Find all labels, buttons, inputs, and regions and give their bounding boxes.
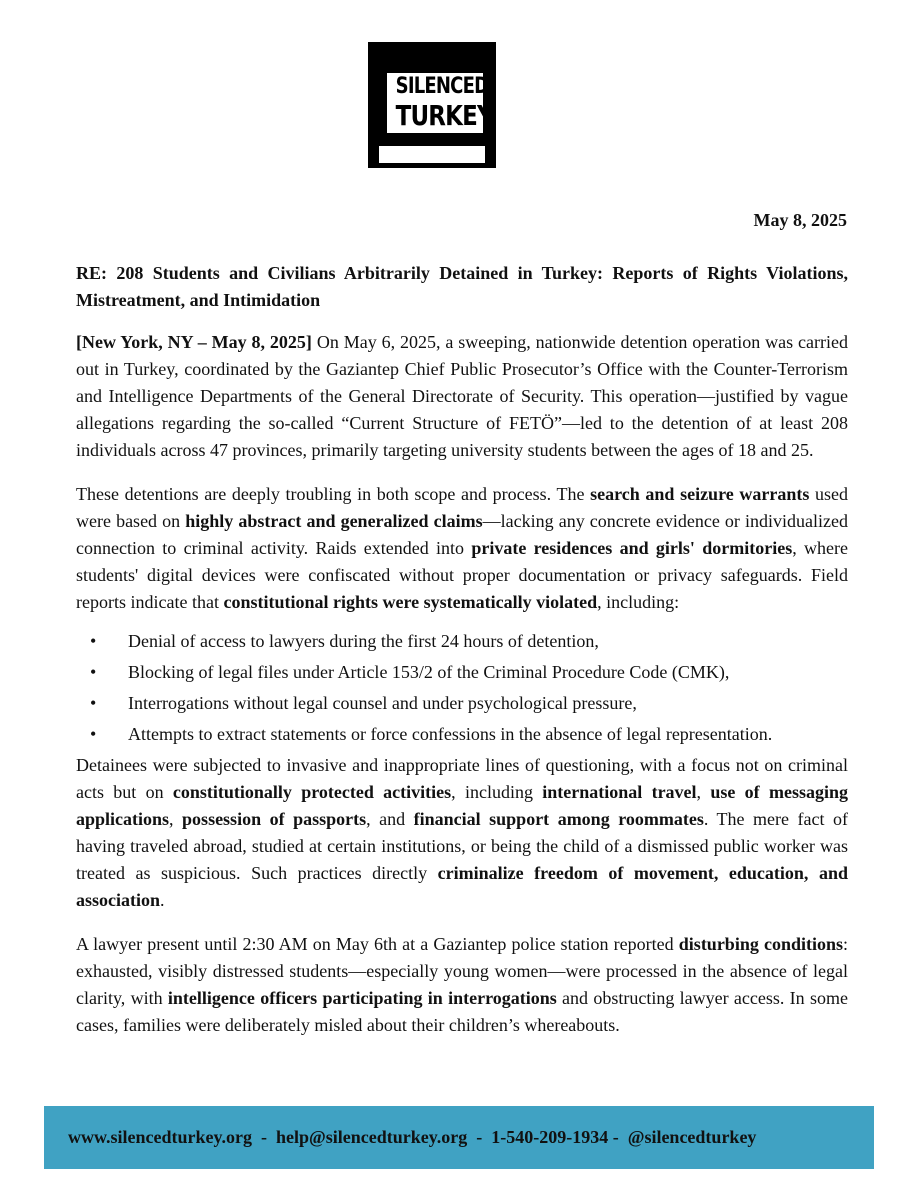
p3-text-4: , bbox=[169, 809, 183, 829]
paragraph-1-text: On May 6, 2025, a sweeping, nationwide detention operation was carried out in Turkey, coordinated by the Gaziantep Chief Public Prosecutor’s Office with the Counter-Terrorism and Intelligence Departments of the General Directorate of Security. This operation—justified by vague allegations regarding the so-called “Current Structure of FETÖ”—led to the detention of at least 208 individuals across 47 provinces, primarily targeting university students between the ages of 18 and 25. bbox=[76, 332, 848, 460]
p3-bold-4: possession of passports bbox=[182, 809, 367, 829]
paragraph-3 bbox=[76, 752, 848, 914]
logo-line-1: SILENCED bbox=[395, 74, 489, 99]
document-body bbox=[76, 260, 848, 1039]
list-item: • Attempts to extract statements or force confessions in the absence of legal representation. bbox=[76, 719, 848, 750]
p2-text-5: , including: bbox=[597, 592, 680, 612]
p3-bold-5: financial support among roommates bbox=[413, 809, 704, 829]
p2-text-3: —lacking any concrete evidence or individualized connection to criminal activity. Raids extended into bbox=[76, 511, 848, 558]
dateline: [New York, NY – May 8, 2025] bbox=[76, 332, 312, 352]
p3-text-5: , and bbox=[366, 809, 414, 829]
logo-wordmark bbox=[387, 73, 493, 133]
p4-text-2: : exhausted, visibly distressed students—especially young women—were processed in the absence of legal clarity, with bbox=[76, 934, 848, 1008]
p4-text-3: and obstructing lawyer access. In some cases, families were deliberately misled about their children’s whereabouts. bbox=[76, 988, 848, 1035]
contact-footer bbox=[44, 1106, 874, 1169]
p3-text-7: . bbox=[160, 890, 165, 910]
p2-bold-2: highly abstract and generalized claims bbox=[185, 511, 483, 531]
p3-text-3: , bbox=[696, 782, 711, 802]
logo-line-2: TURKEY bbox=[395, 99, 493, 132]
p2-bold-3: private residences and girls' dormitories bbox=[471, 538, 793, 558]
p4-bold-1: disturbing conditions bbox=[678, 934, 843, 954]
paragraph-2 bbox=[76, 481, 848, 616]
p2-text-1: These detentions are deeply troubling in both scope and process. The bbox=[76, 484, 591, 504]
p3-text-2: , including bbox=[451, 782, 543, 802]
silenced-turkey-logo bbox=[368, 42, 496, 168]
p3-bold-3: use of messaging applications bbox=[76, 782, 848, 829]
subject-line: RE: 208 Students and Civilians Arbitrarily Detained in Turkey: Reports of Rights Violations, Mistreatment, and Intimidation bbox=[76, 263, 848, 310]
logo-frame bbox=[379, 53, 493, 163]
p3-bold-2: international travel bbox=[542, 782, 697, 802]
paragraph-4 bbox=[76, 931, 848, 1039]
footer-contact-info: www.silencedturkey.org - help@silencedturkey.org - 1-540-209-1934 - @silencedturkey bbox=[68, 1127, 757, 1147]
p2-bold-1: search and seizure warrants bbox=[590, 484, 810, 504]
p3-bold-6: criminalize freedom of movement, education, and association bbox=[76, 863, 848, 910]
list-item: • Denial of access to lawyers during the first 24 hours of detention, bbox=[76, 626, 848, 657]
p3-text-1: Detainees were subjected to invasive and inappropriate lines of questioning, with a focus not on criminal acts but on bbox=[76, 755, 848, 802]
violations-list bbox=[76, 626, 848, 750]
p4-bold-2: intelligence officers participating in interrogations bbox=[167, 988, 557, 1008]
document-date: May 8, 2025 bbox=[753, 210, 847, 230]
list-item: • Blocking of legal files under Article 153/2 of the Criminal Procedure Code (CMK), bbox=[76, 657, 848, 688]
p4-text-1: A lawyer present until 2:30 AM on May 6th at a Gaziantep police station reported bbox=[76, 934, 679, 954]
p2-bold-4: constitutional rights were systematically violated bbox=[223, 592, 598, 612]
list-item: • Interrogations without legal counsel and under psychological pressure, bbox=[76, 688, 848, 719]
p2-text-4: , where students' digital devices were confiscated without proper documentation or privacy safeguards. Field reports indicate that bbox=[76, 538, 848, 612]
p3-text-6: . The mere fact of having traveled abroad, studied at certain institutions, or being the child of a dismissed public worker was treated as suspicious. Such practices directly bbox=[76, 809, 849, 883]
p2-text-2: used were based on bbox=[76, 484, 848, 531]
paragraph-1 bbox=[76, 329, 848, 464]
p3-bold-1: constitutionally protected activities bbox=[172, 782, 452, 802]
